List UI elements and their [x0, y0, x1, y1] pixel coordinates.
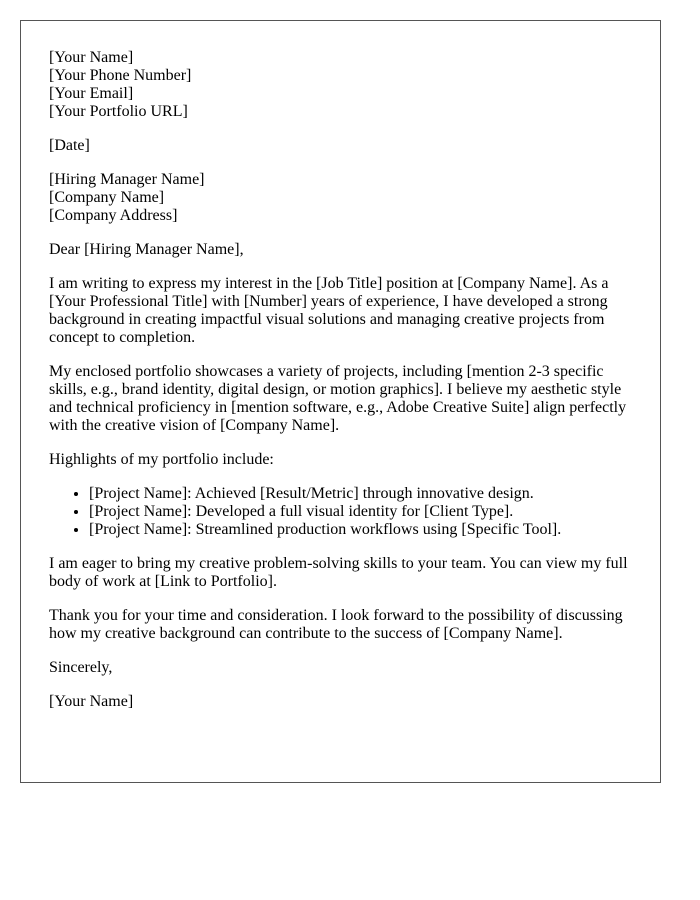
- signature: [Your Name]: [49, 693, 134, 710]
- intro-paragraph: I am writing to express my interest in the [Job Title] position at [Company Name]. As a [Your Professional Title] with [Number] years of experience, I have developed a strong background in creating impactful visual solutions and managing creative projects from concept to completion.: [49, 275, 609, 346]
- eager-paragraph: I am eager to bring my creative problem-solving skills to your team. You can view my full body of work at [Link to Portfolio].: [49, 555, 628, 590]
- closing: Sincerely,: [49, 659, 113, 676]
- thanks-paragraph: Thank you for your time and consideration. I look forward to the possibility of discussing how my creative background can contribute to the success of [Company Name].: [49, 607, 623, 642]
- cover-letter: [20, 20, 661, 783]
- recipient-block: [49, 171, 632, 225]
- list-item: • [Project Name]: Streamlined production workflows using [Specific Tool].: [89, 521, 632, 539]
- sender-email: [Your Email]: [49, 85, 134, 102]
- letter-date: [Date]: [49, 137, 90, 154]
- recipient-company: [Company Name]: [49, 189, 165, 206]
- list-item: • [Project Name]: Achieved [Result/Metric] through innovative design.: [89, 485, 632, 503]
- salutation: Dear [Hiring Manager Name],: [49, 241, 244, 258]
- recipient-address: [Company Address]: [49, 207, 178, 224]
- list-item: • [Project Name]: Developed a full visual identity for [Client Type].: [89, 503, 632, 521]
- portfolio-paragraph: My enclosed portfolio showcases a variety of projects, including [mention 2-3 specific skills, e.g., brand identity, digital design, or motion graphics]. I believe my aesthetic style and technical proficiency in [mention software, e.g., Adobe Creative Suite] align perfectly with the creative vision of [Company Name].: [49, 363, 627, 434]
- highlights-intro: Highlights of my portfolio include:: [49, 451, 274, 468]
- sender-phone: [Your Phone Number]: [49, 67, 192, 84]
- sender-block: [49, 49, 632, 121]
- sender-name: [Your Name]: [49, 49, 134, 66]
- recipient-manager: [Hiring Manager Name]: [49, 171, 205, 188]
- sender-portfolio: [Your Portfolio URL]: [49, 103, 188, 120]
- highlights-list: [49, 485, 632, 539]
